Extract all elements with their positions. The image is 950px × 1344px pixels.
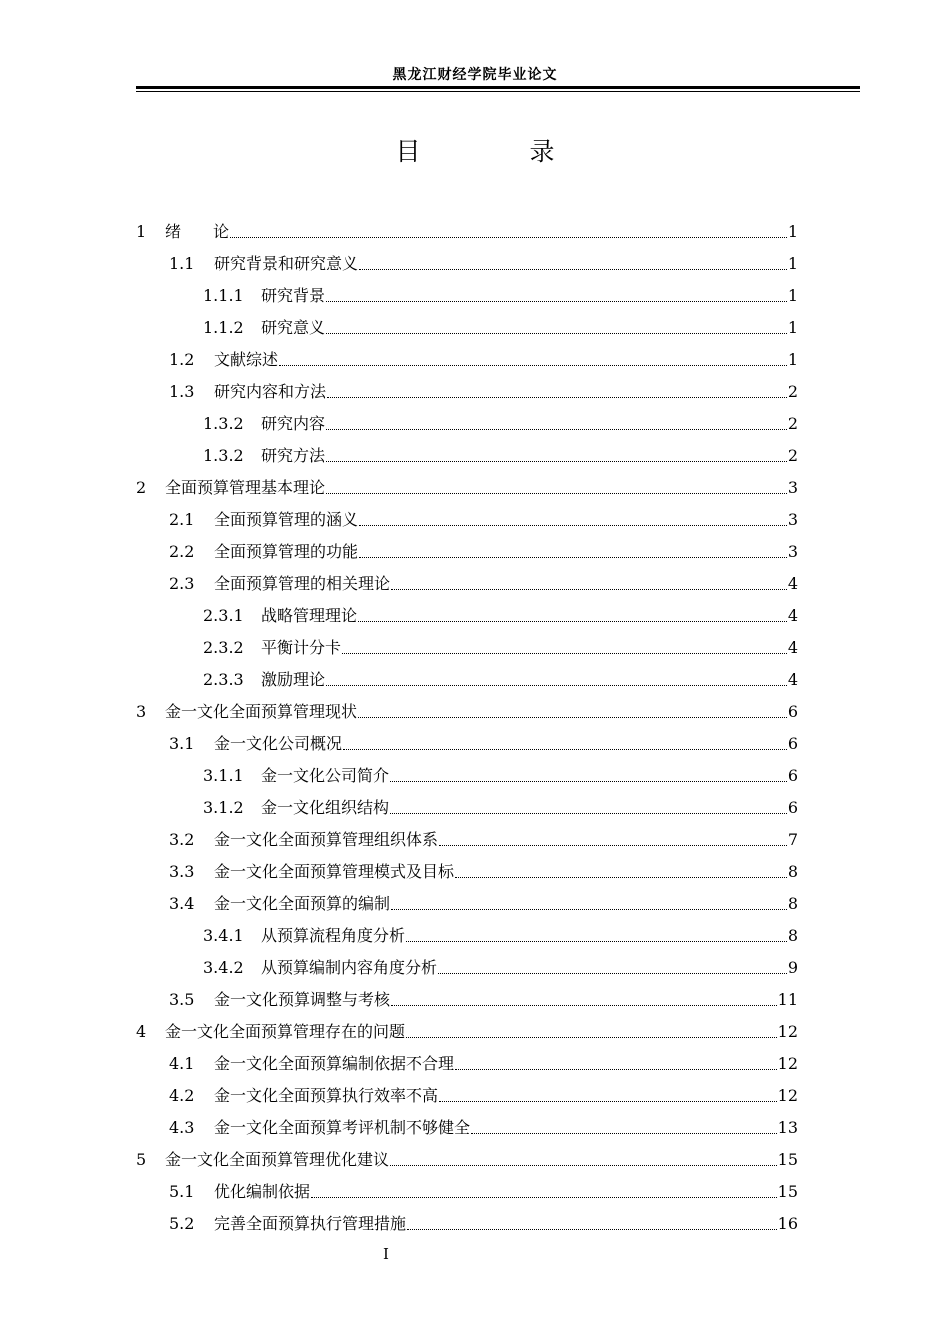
toc-entry-number: 1.2 <box>169 350 195 369</box>
toc-entry-label: 金一文化全面预算管理模式及目标 <box>214 862 455 881</box>
toc-entry[interactable] <box>136 1043 798 1075</box>
toc-dot-leader <box>327 396 787 398</box>
toc-entry-page: 3 <box>787 542 798 561</box>
toc-entry-number: 2.3.1 <box>203 606 244 625</box>
toc-entry-number: 1.3 <box>169 382 195 401</box>
page-number: I <box>383 1245 389 1263</box>
toc-entry-page: 1 <box>787 350 798 369</box>
toc-entry-page: 6 <box>787 734 798 753</box>
toc-entry-number: 1.3.2 <box>203 414 244 433</box>
toc-entry-page: 4 <box>787 638 798 657</box>
toc-entry[interactable] <box>136 947 798 979</box>
toc-entry-label: 研究内容和方法 <box>214 382 327 401</box>
toc-entry-number: 2.3.3 <box>203 670 244 689</box>
toc-dot-leader <box>359 556 787 558</box>
toc-entry-label: 金一文化全面预算管理现状 <box>165 702 358 721</box>
toc-entry-label: 金一文化预算调整与考核 <box>214 990 391 1009</box>
toc-dot-leader <box>390 1164 777 1166</box>
toc-dot-leader <box>455 876 787 878</box>
toc-entry-number: 3 <box>136 702 147 721</box>
toc-entry-page: 2 <box>787 382 798 401</box>
toc-entry[interactable] <box>136 563 798 595</box>
toc-entry[interactable] <box>136 243 798 275</box>
toc-entry-page: 6 <box>787 798 798 817</box>
toc-entry[interactable] <box>136 819 798 851</box>
toc-dot-leader <box>438 972 787 974</box>
toc-entry-label: 金一文化公司简介 <box>261 766 390 785</box>
toc-dot-leader <box>439 1100 777 1102</box>
toc-entry-label: 金一文化公司概况 <box>214 734 343 753</box>
toc-entry[interactable] <box>136 403 798 435</box>
toc-entry[interactable] <box>136 627 798 659</box>
toc-entry-page: 16 <box>777 1214 798 1233</box>
toc-entry-page: 3 <box>787 478 798 497</box>
toc-entry-page: 4 <box>787 574 798 593</box>
toc-dot-leader <box>326 684 787 686</box>
toc-dot-leader <box>391 588 787 590</box>
toc-entry-label: 从预算流程角度分析 <box>261 926 406 945</box>
toc-dot-leader <box>439 844 787 846</box>
toc-entry-page: 2 <box>787 414 798 433</box>
toc-entry[interactable] <box>136 499 798 531</box>
toc-dot-leader <box>326 300 787 302</box>
toc-entry-label: 金一文化全面预算编制依据不合理 <box>214 1054 455 1073</box>
toc-entry-page: 4 <box>787 670 798 689</box>
toc-entry-label: 金一文化全面预算的编制 <box>214 894 391 913</box>
toc-entry-number: 2.3 <box>169 574 195 593</box>
toc-entry-number: 2.2 <box>169 542 195 561</box>
toc-entry-page: 6 <box>787 702 798 721</box>
toc-entry[interactable] <box>136 531 798 563</box>
toc-entry-label: 全面预算管理的功能 <box>214 542 359 561</box>
toc-entry-page: 1 <box>787 254 798 273</box>
toc-entry-page: 4 <box>787 606 798 625</box>
toc-entry-page: 15 <box>777 1150 798 1169</box>
toc-entry-label: 完善全面预算执行管理措施 <box>214 1214 407 1233</box>
toc-entry[interactable] <box>136 339 798 371</box>
toc-dot-leader <box>279 364 787 366</box>
toc-entry-page: 13 <box>777 1118 798 1137</box>
toc-entry[interactable] <box>136 723 798 755</box>
toc-entry-label: 金一文化组织结构 <box>261 798 390 817</box>
toc-entry-page: 1 <box>787 318 798 337</box>
toc-entry-page: 8 <box>787 894 798 913</box>
toc-entry-page: 1 <box>787 222 798 241</box>
toc-entry[interactable] <box>136 1203 798 1235</box>
toc-entry-number: 3.3 <box>169 862 195 881</box>
toc-entry[interactable] <box>136 659 798 691</box>
toc-entry-page: 1 <box>787 286 798 305</box>
toc-entry-number: 3.1.2 <box>203 798 244 817</box>
toc-entry-label: 文献综述 <box>214 350 279 369</box>
toc-dot-leader <box>391 908 787 910</box>
toc-entry[interactable] <box>136 979 798 1011</box>
toc-dot-leader <box>390 812 787 814</box>
toc-entry-number: 5 <box>136 1150 147 1169</box>
toc-dot-leader <box>455 1068 777 1070</box>
toc-dot-leader <box>326 492 787 494</box>
toc-dot-leader <box>471 1132 777 1134</box>
toc-entry-number: 3.4 <box>169 894 195 913</box>
toc-entry-label: 平衡计分卡 <box>261 638 342 657</box>
table-of-contents <box>136 211 798 1235</box>
toc-dot-leader <box>358 620 787 622</box>
running-header: 黑龙江财经学院毕业论文 <box>392 67 558 83</box>
toc-entry[interactable] <box>136 1075 798 1107</box>
toc-entry-number: 3.1.1 <box>203 766 244 785</box>
toc-entry-number: 3.4.2 <box>203 958 244 977</box>
toc-entry-label: 金一文化全面预算管理存在的问题 <box>165 1022 406 1041</box>
toc-entry-label: 金一文化全面预算执行效率不高 <box>214 1086 439 1105</box>
toc-dot-leader <box>358 716 787 718</box>
toc-entry-number: 5.2 <box>169 1214 195 1233</box>
toc-entry[interactable] <box>136 787 798 819</box>
toc-entry-page: 8 <box>787 926 798 945</box>
toc-entry-number: 4.2 <box>169 1086 195 1105</box>
toc-entry[interactable] <box>136 595 798 627</box>
page-title: 目 录 <box>395 137 597 166</box>
toc-entry-page: 9 <box>787 958 798 977</box>
toc-entry-page: 3 <box>787 510 798 529</box>
toc-entry[interactable] <box>136 435 798 467</box>
toc-entry-number: 2.3.2 <box>203 638 244 657</box>
toc-entry[interactable] <box>136 211 798 243</box>
toc-entry-number: 2.1 <box>169 510 195 529</box>
toc-entry-page: 12 <box>777 1054 798 1073</box>
toc-dot-leader <box>343 748 787 750</box>
toc-entry-label: 全面预算管理的涵义 <box>214 510 359 529</box>
header-rule-thin <box>136 91 860 92</box>
toc-dot-leader <box>326 428 787 430</box>
toc-entry-number: 2 <box>136 478 147 497</box>
toc-entry-number: 1.3.2 <box>203 446 244 465</box>
toc-entry-page: 12 <box>777 1086 798 1105</box>
toc-entry-label: 从预算编制内容角度分析 <box>261 958 438 977</box>
toc-entry[interactable] <box>136 1139 798 1171</box>
toc-entry-page: 11 <box>777 990 798 1009</box>
toc-entry[interactable] <box>136 307 798 339</box>
toc-entry-number: 1 <box>136 222 147 241</box>
toc-entry-label: 金一文化全面预算管理优化建议 <box>165 1150 390 1169</box>
toc-entry[interactable] <box>136 1107 798 1139</box>
toc-entry-number: 3.5 <box>169 990 195 1009</box>
toc-entry[interactable] <box>136 1011 798 1043</box>
toc-entry-page: 6 <box>787 766 798 785</box>
toc-dot-leader <box>406 1036 777 1038</box>
toc-dot-leader <box>359 268 787 270</box>
toc-entry-label: 全面预算管理的相关理论 <box>214 574 391 593</box>
toc-entry[interactable] <box>136 371 798 403</box>
toc-entry-number: 5.1 <box>169 1182 195 1201</box>
toc-dot-leader <box>390 780 787 782</box>
toc-entry-page: 12 <box>777 1022 798 1041</box>
toc-dot-leader <box>326 332 787 334</box>
toc-entry-label: 战略管理理论 <box>261 606 358 625</box>
toc-entry[interactable] <box>136 755 798 787</box>
toc-entry-label: 绪 论 <box>165 222 230 241</box>
toc-entry[interactable] <box>136 851 798 883</box>
toc-entry-label: 研究背景和研究意义 <box>214 254 359 273</box>
toc-entry-number: 1.1.2 <box>203 318 244 337</box>
toc-dot-leader <box>407 1228 777 1230</box>
toc-entry-page: 2 <box>787 446 798 465</box>
toc-dot-leader <box>342 652 787 654</box>
toc-dot-leader <box>311 1196 777 1198</box>
toc-entry-label: 研究背景 <box>261 286 326 305</box>
toc-entry[interactable] <box>136 467 798 499</box>
toc-entry-label: 金一文化全面预算考评机制不够健全 <box>214 1118 471 1137</box>
toc-entry-label: 研究意义 <box>261 318 326 337</box>
toc-entry-label: 研究方法 <box>261 446 326 465</box>
toc-entry[interactable] <box>136 691 798 723</box>
toc-dot-leader <box>359 524 787 526</box>
toc-entry[interactable] <box>136 883 798 915</box>
toc-dot-leader <box>406 940 787 942</box>
header-rule-thick <box>136 86 860 89</box>
toc-entry-page: 15 <box>777 1182 798 1201</box>
toc-entry-number: 3.1 <box>169 734 195 753</box>
toc-dot-leader <box>230 236 787 238</box>
toc-entry-label: 全面预算管理基本理论 <box>165 478 326 497</box>
toc-entry-label: 金一文化全面预算管理组织体系 <box>214 830 439 849</box>
toc-entry[interactable] <box>136 1171 798 1203</box>
toc-entry-number: 4.3 <box>169 1118 195 1137</box>
toc-entry-label: 研究内容 <box>261 414 326 433</box>
toc-entry-number: 4.1 <box>169 1054 195 1073</box>
toc-entry-page: 7 <box>787 830 798 849</box>
toc-entry-page: 8 <box>787 862 798 881</box>
toc-entry[interactable] <box>136 915 798 947</box>
toc-entry-number: 3.4.1 <box>203 926 244 945</box>
toc-entry-number: 1.1 <box>169 254 195 273</box>
toc-entry-label: 优化编制依据 <box>214 1182 311 1201</box>
toc-entry-number: 1.1.1 <box>203 286 244 305</box>
toc-entry[interactable] <box>136 275 798 307</box>
toc-dot-leader <box>326 460 787 462</box>
toc-dot-leader <box>391 1004 777 1006</box>
toc-entry-number: 3.2 <box>169 830 195 849</box>
toc-entry-label: 激励理论 <box>261 670 326 689</box>
toc-entry-number: 4 <box>136 1022 147 1041</box>
